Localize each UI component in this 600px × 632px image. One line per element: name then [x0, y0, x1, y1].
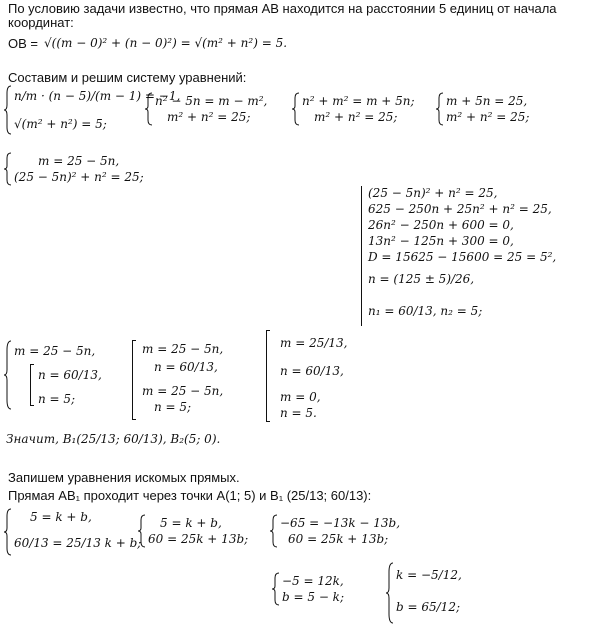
solve-line-4: 13n² − 125n + 300 = 0, — [368, 234, 514, 248]
system-1 — [4, 85, 181, 135]
sysb-eq2: n = 60/13, — [154, 360, 218, 374]
solve-line-6: n = (125 ± 5)/26, — [368, 272, 475, 286]
system-e — [138, 514, 258, 548]
sysb-eq4: n = 5; — [154, 400, 192, 414]
square-bracket — [132, 340, 136, 420]
sys5-eq2: (25 − 5n)² + n² = 25; — [14, 170, 144, 184]
square-bracket — [30, 364, 34, 406]
solve-line-1: (25 − 5n)² + n² = 25, — [368, 186, 498, 200]
sysd-eq1: 5 = k + b, — [30, 510, 92, 524]
sys2-eq2: m² + n² = 25; — [167, 110, 251, 124]
conclusion: Значит, B₁(25/13; 60/13), B₂(5; 0). — [6, 432, 221, 446]
syse-eq2: 60 = 25k + 13b; — [148, 532, 249, 546]
ob-formula: √((m − 0)² + (n − 0)²) = √(m² + n²) = 5. — [44, 36, 288, 50]
system-f — [270, 514, 420, 548]
sysg-eq1: −5 = 12k, — [282, 574, 344, 588]
sysf-eq2: 60 = 25k + 13b; — [288, 532, 389, 546]
brace-icon — [386, 562, 394, 624]
solve-line-7: n₁ = 60/13, n₂ = 5; — [368, 304, 483, 318]
intro-line-1: По условию задачи известно, что прямая АВ находится на расстоянии 5 единиц от начала — [8, 1, 557, 16]
sysf-eq1: −65 = −13k − 13b, — [280, 516, 401, 530]
brace-icon — [145, 92, 153, 126]
solve-line-2: 625 − 250n + 25n² + n² = 25, — [368, 202, 552, 216]
brace-icon — [4, 85, 12, 135]
ob-label: OB = — [8, 36, 38, 51]
sysc-eq1: m = 25/13, — [280, 336, 348, 350]
brace-icon — [292, 92, 300, 126]
sys1-eq1: n/m · (n − 5)/(m − 1) = −1, — [14, 89, 181, 103]
system-h — [386, 562, 486, 624]
sys4-eq2: m² + n² = 25; — [446, 110, 530, 124]
sys4-eq1: m + 5n = 25, — [446, 94, 528, 108]
sys5-eq1: m = 25 − 5n, — [38, 154, 120, 168]
system-2 — [145, 92, 285, 126]
intro-line-2: координат: — [8, 15, 74, 30]
sys3-eq2: m² + n² = 25; — [314, 110, 398, 124]
system-3 — [292, 92, 422, 126]
sysa-eq3: n = 5; — [38, 392, 76, 406]
sys2-eq1: n² − 5n = m − m², — [155, 94, 268, 108]
sysh-eq1: k = −5/12, — [396, 568, 462, 582]
brace-icon — [4, 508, 12, 556]
solve-divider — [361, 186, 362, 326]
sysb-eq1: m = 25 − 5n, — [142, 342, 224, 356]
sys3-eq1: n² + m² = m + 5n; — [302, 94, 415, 108]
brace-icon — [4, 152, 12, 186]
system-b — [132, 340, 252, 420]
sysd-eq2: 60/13 = 25/13 k + b; — [14, 536, 142, 550]
brace-icon — [138, 514, 146, 548]
sysb-eq3: m = 25 − 5n, — [142, 384, 224, 398]
brace-icon — [4, 340, 12, 410]
sysc-eq2: n = 60/13, — [280, 364, 344, 378]
compose-heading: Составим и решим систему уравнений: — [8, 70, 247, 85]
solve-line-3: 26n² − 250n + 600 = 0, — [368, 218, 514, 232]
brace-icon — [436, 92, 444, 126]
sysc-eq3: m = 0, — [280, 390, 321, 404]
system-5 — [4, 152, 164, 186]
system-a — [4, 340, 114, 410]
sysg-eq2: b = 5 − k; — [282, 590, 344, 604]
system-4 — [436, 92, 566, 126]
square-bracket — [266, 330, 270, 422]
brace-icon — [270, 514, 278, 548]
brace-icon — [272, 572, 280, 606]
sysa-eq2: n = 60/13, — [38, 368, 102, 382]
lines-through: Прямая АВ₁ проходит через точки А(1; 5) и В₁ (25/13; 60/13): — [8, 488, 372, 503]
solve-line-5: D = 15625 − 15600 = 25 = 5², — [368, 250, 557, 264]
sysh-eq2: b = 65/12; — [396, 600, 460, 614]
system-g — [272, 572, 372, 606]
system-c — [266, 330, 376, 422]
sys1-eq2: √(m² + n²) = 5; — [14, 117, 107, 131]
syse-eq1: 5 = k + b, — [160, 516, 222, 530]
sysc-eq4: n = 5. — [280, 406, 317, 420]
lines-heading: Запишем уравнения искомых прямых. — [8, 470, 240, 485]
system-d — [4, 508, 142, 556]
sysa-eq1: m = 25 − 5n, — [14, 344, 96, 358]
